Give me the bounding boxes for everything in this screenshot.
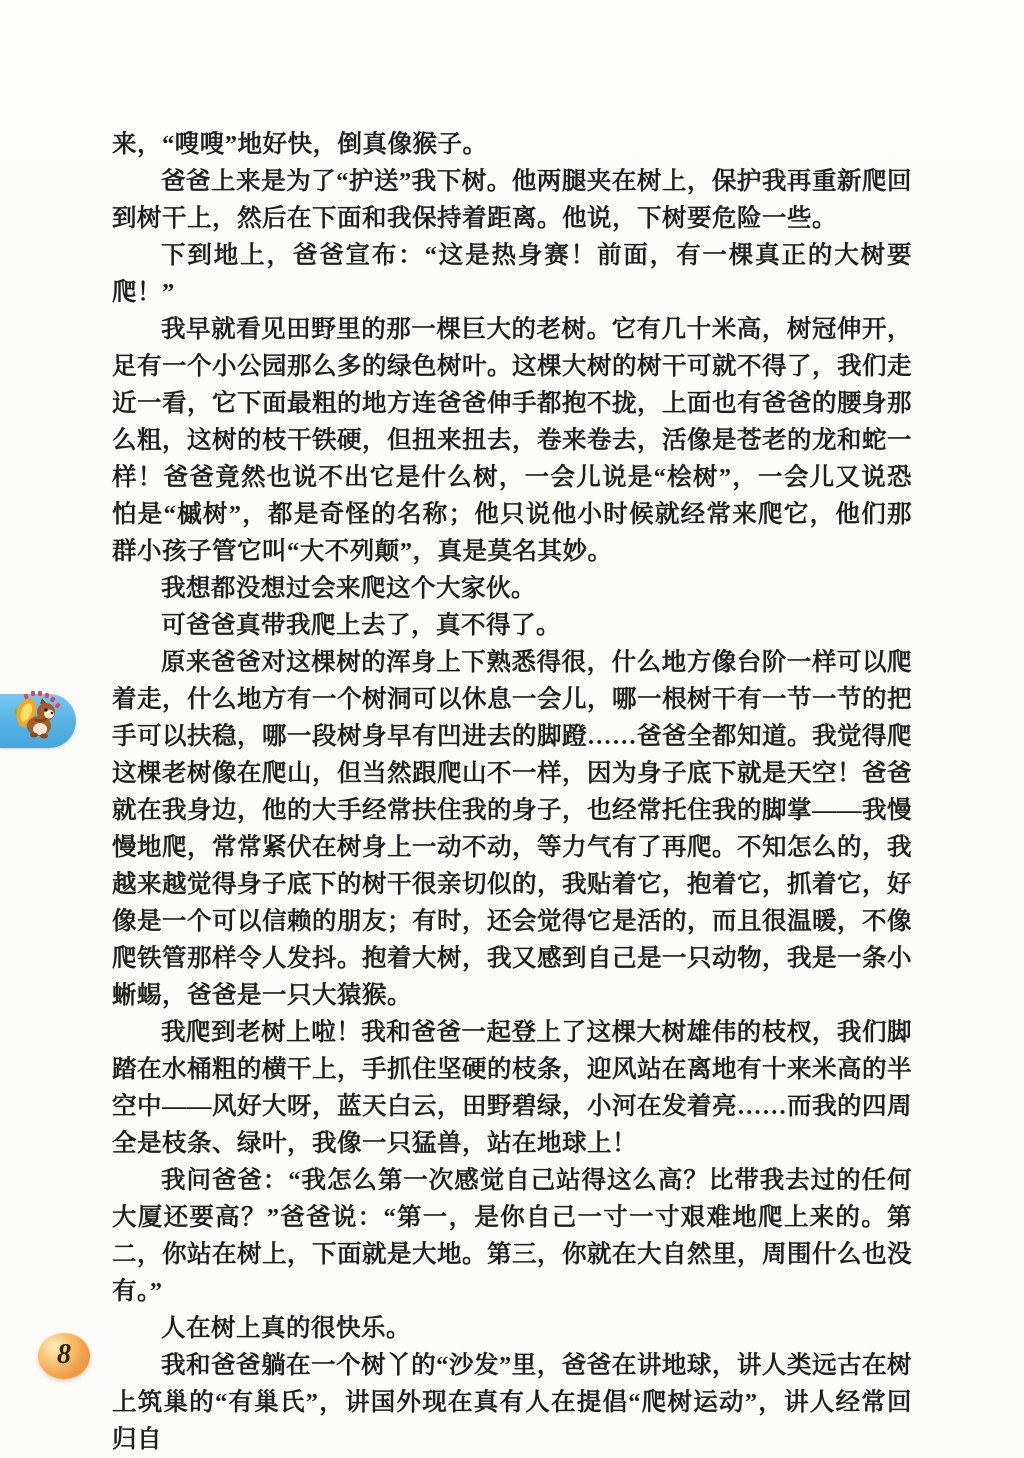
paragraph: 可爸爸真带我爬上去了，真不得了。 — [161, 612, 561, 639]
paragraph: 下到地上，爸爸宣布：“这是热身赛！前面，有一棵真正的大树要爬！” — [112, 242, 912, 306]
paragraph: 人在树上真的很快乐。 — [161, 1315, 411, 1342]
paragraph: 我问爸爸：“我怎么第一次感觉自己站得这么高？比带我去过的任何大厦还要高？”爸爸说：“第一，是你自己一寸一寸艰难地爬上来的。第二，你站在树上，下面就是大地。第三，你就在大自然里，周围什么也没有。” — [112, 1167, 912, 1305]
paragraph: 原来爸爸对这棵树的浑身上下熟悉得很，什么地方像台阶一样可以爬着走，什么地方有一个树洞可以休息一会儿，哪一根树干有一节一节的把手可以扶稳，哪一段树身早有凹进去的脚蹬……爸爸全都知道。我觉得爬这棵老树像在爬山，但当然跟爬山不一样，因为身子底下就是天空！爸爸就在我身边，他的大手经常扶住我的身子，也经常托住我的脚掌——我慢慢地爬，常常紧伏在树身上一动不动，等力气有了再爬。不知怎么的，我越来越觉得身子底下的树干很亲切似的，我贴着它，抱着它，抓着它，好像是一个可以信赖的朋友；有时，还会觉得它是活的，而且很温暖，不像爬铁管那样令人发抖。抱着大树，我又感到自己是一只动物，我是一条小蜥蜴，爸爸是一只大猿猴。 — [112, 649, 912, 1009]
lesson-text — [112, 126, 912, 1458]
paragraph: 来，“嗖嗖”地好快，倒真像猴子。 — [112, 131, 488, 158]
paragraph: 我想都没想过会来爬这个大家伙。 — [161, 575, 536, 602]
page-number-badge — [38, 1333, 90, 1379]
reading-section-tab — [0, 694, 76, 748]
paragraph: 我爬到老树上啦！我和爸爸一起登上了这棵大树雄伟的枝杈，我们脚踏在水桶粗的横干上，手抓住坚硬的枝条，迎风站在离地有十来米高的半空中——风好大呀，蓝天白云，田野碧绿，小河在发着亮……而我的四周全是枝条、绿叶，我像一只猛兽，站在地球上！ — [112, 1019, 912, 1157]
paragraph: 爸爸上来是为了“护送”我下树。他两腿夹在树上，保护我再重新爬回到树干上，然后在下面和我保持着距离。他说，下树要危险一些。 — [112, 168, 912, 232]
squirrel-mascot-icon — [6, 682, 70, 746]
paragraph: 我早就看见田野里的那一棵巨大的老树。它有几十米高，树冠伸开，足有一个小公园那么多的绿色树叶。这棵大树的树干可就不得了，我们走近一看，它下面最粗的地方连爸爸伸手都抱不拢，上面也有爸爸的腰身那么粗，这树的枝干铁硬，但扭来扭去，卷来卷去，活像是苍老的龙和蛇一样！爸爸竟然也说不出它是什么树，一会儿说是“桧树”，一会儿又说恐怕是“槭树”，都是奇怪的名称；他只说他小时候就经常来爬它，他们那群小孩子管它叫“大不列颠”，真是莫名其妙。 — [112, 316, 912, 565]
page-number: 8 — [57, 1339, 71, 1370]
paragraph: 我和爸爸躺在一个树丫的“沙发”里，爸爸在讲地球，讲人类远古在树上筑巢的“有巢氏”，讲国外现在真有人在提倡“爬树运动”，讲人经常回归自 — [112, 1352, 912, 1453]
